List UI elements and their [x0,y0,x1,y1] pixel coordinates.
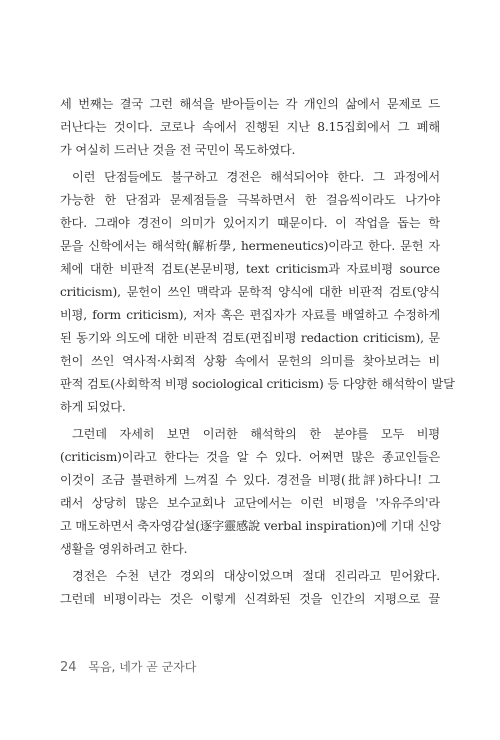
text-line: 고 매도하면서 축자영감설(逐字靈感說 verbal inspiration)에 기대 신앙 [60,519,441,533]
text-line: (criticism)이라고 한다는 것을 알 수 있다. 어쩌면 많은 종교인들은 [60,450,440,464]
text-line: 비평, form criticism), 저자 혹은 편집자가 자료를 배열하고 수정하게 [60,308,440,322]
text-line: 이것이 조금 불편하게 느껴질 수 있다. 경전을 비평(批評)하다니! 그 [60,473,440,487]
text-line: 한다. 그래야 경전이 의미가 있어지기 때문이다. 이 작업을 돕는 학 [60,216,440,230]
paragraph-3 [60,423,440,561]
text-line: 세 번째는 결국 그런 해석을 받아들이는 각 개인의 삶에서 문제로 드 [60,97,440,111]
paragraph-2 [60,166,455,419]
running-title: 목음, 네가 곧 군자다 [88,660,197,674]
text-line: 경전은 수천 년간 경외의 대상이었으며 절대 진리라고 믿어왔다. [72,569,440,583]
text-line: 된 동기와 의도에 대한 비판적 검토(편집비평 redaction criticism), 문 [60,331,440,345]
page-footer [60,658,196,675]
page-number: 24 [60,660,77,675]
text-line: 헌이 쓰인 역사적·사회적 상황 속에서 문헌의 의미를 찾아보려는 비 [60,354,440,368]
text-line: 체에 대한 비판적 검토(본문비평, text criticism과 자료비평 source [60,262,440,276]
text-line: 가능한 한 단점과 문제점들을 극복하면서 한 걸음씩이라도 나가야 [60,193,440,207]
text-line: criticism), 문헌이 쓰인 맥락과 문학적 양식에 대한 비판적 검토(양식 [60,285,440,299]
text-line: 그런데 비평이라는 것은 이렇게 신격화된 것을 인간의 지평으로 끌 [60,592,440,606]
text-line: 러난다는 것이다. 코로나 속에서 진행된 지난 8.15집회에서 그 폐해 [60,120,440,134]
text-line: 그런데 자세히 보면 이러한 해석학의 한 분야를 모두 비평 [72,427,440,441]
text-line: 하게 되었다. [60,400,126,414]
text-line: 이런 단점들에도 불구하고 경전은 해석되어야 한다. 그 과정에서 [72,170,440,184]
body-text [60,93,455,611]
text-line: 가 여실히 드러난 것을 전 국민이 목도하였다. [60,143,296,157]
text-line: 생활을 영위하려고 한다. [60,542,188,556]
paragraph-1 [60,93,440,162]
text-line: 문을 신학에서는 해석학(解析學, hermeneutics)이라고 한다. 문헌 자 [60,239,440,253]
text-line: 판적 검토(사회학적 비평 sociological criticism) 등 다양한 해석학이 발달 [60,377,455,391]
paragraph-4 [60,565,440,611]
text-line: 래서 상당히 많은 보수교회나 교단에서는 이런 비평을 '자유주의'라 [60,496,440,510]
